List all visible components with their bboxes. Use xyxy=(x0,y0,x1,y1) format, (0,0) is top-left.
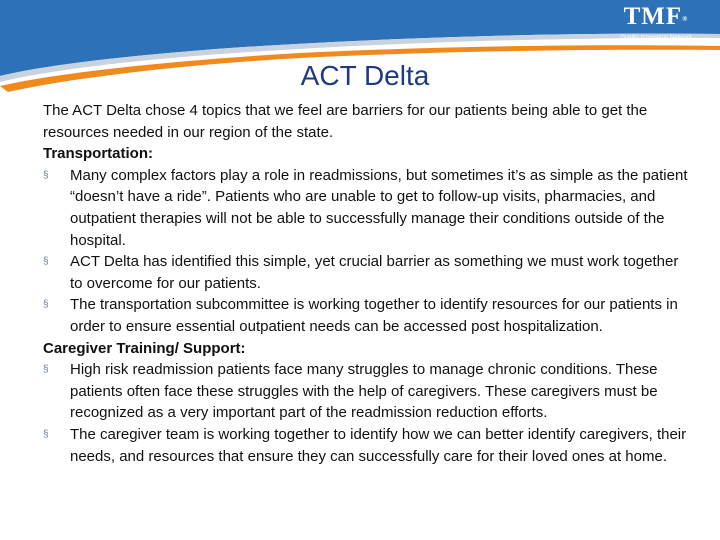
intro-text: The ACT Delta chose 4 topics that we feel are barriers for our patients being able to get the resources needed in our region of the state. xyxy=(43,102,648,141)
square-bullet-icon: § xyxy=(43,364,49,376)
section-heading-transportation: Transportation: xyxy=(43,145,154,163)
caregiver-bullet-list xyxy=(43,359,693,467)
bullet-text: High risk readmission patients face many struggles to manage chronic conditions. These patients often face these struggles with the help of caregivers. These caregivers must be recognized as a very important part of the readmission reduction efforts. xyxy=(70,361,658,422)
transportation-bullet-list xyxy=(43,165,693,338)
section-heading-caregiver: Caregiver Training/ Support: xyxy=(43,339,246,357)
slide-body xyxy=(43,100,693,467)
slide-title: ACT Delta xyxy=(300,60,430,91)
bullet-item xyxy=(43,294,693,337)
bullet-item xyxy=(43,165,693,251)
bullet-item xyxy=(43,251,693,294)
square-bullet-icon: § xyxy=(43,256,49,268)
bullet-text: The caregiver team is working together to identify how we can better identify caregivers, their needs, and resources that ensure they can successfully care for their loved ones at home. xyxy=(70,425,687,465)
bullet-text: ACT Delta has identified this simple, yet crucial barrier as something we must work together to overcome for our patients. xyxy=(70,253,679,292)
bullet-item xyxy=(43,424,693,467)
square-bullet-icon: § xyxy=(43,428,49,440)
bullet-item xyxy=(43,359,693,424)
logo-registered-mark: ® xyxy=(682,15,689,23)
logo-tagline: Quality Innovation Network xyxy=(620,35,692,41)
logo-text: TMF xyxy=(623,3,683,30)
tmf-logo xyxy=(606,2,706,44)
bullet-text: Many complex factors play a role in readmissions, but sometimes it’s as simple as the patient “doesn’t have a ride”. Patients who are unable to get to follow-up visits, pharmacies, and outpatient therapies will not be able to successfully manage their conditions outside of the hospital. xyxy=(70,166,688,249)
square-bullet-icon: § xyxy=(43,169,49,181)
square-bullet-icon: § xyxy=(43,299,49,311)
bullet-text: The transportation subcommittee is working together to identify resources for our patients in order to ensure essential outpatient needs can be accessed post hospitalization. xyxy=(70,296,678,335)
